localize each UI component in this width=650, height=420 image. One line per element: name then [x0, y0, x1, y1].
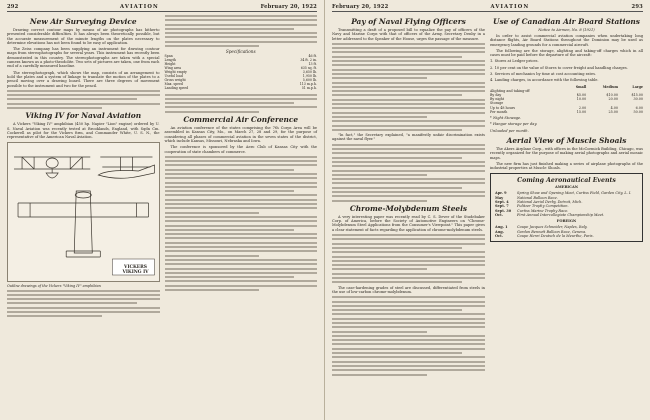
- article-paragraph: "In fact," the Secretary explained, "a manifestly unfair discrimination exists against the naval flyer.": [332, 133, 485, 142]
- issue-date: February 20, 1922: [332, 4, 389, 10]
- page-number: 292: [7, 4, 19, 10]
- table-cell: 10.00: [576, 97, 587, 102]
- event-name: National Aerial Derby, Detroit, Mich.: [517, 200, 583, 205]
- figure-caption: Outline drawings of the Vickers "Viking IV" amphibian: [7, 283, 101, 288]
- aircraft-outline-figure: [7, 142, 160, 282]
- article-subtitle: Notice to Airmen, No. 8 (1921): [538, 28, 595, 32]
- event-date: Sept. 4: [495, 200, 509, 205]
- spec-value: 13 ft.: [308, 62, 317, 67]
- article-paragraph: A Vickers "Viking IV" amphibian (450 hp. Napier "Lion" engine) ordered by U. S. Naval Aviation was recently tested at Brooklands, England, with Sqdn Cm. Cockerell as pilot for the Vickers firm, and Commander White, U. S. N., the representative of the American Naval Aviation.: [7, 122, 160, 140]
- article-title: Use of Canadian Air Board Stations: [493, 17, 640, 26]
- table-header-cell: Medium: [602, 84, 618, 89]
- events-foreign-subtitle: FOREIGN: [556, 219, 577, 224]
- table-cell: 20.00: [608, 97, 618, 102]
- spec-label: Gross weight: [164, 77, 186, 82]
- right-page: [325, 0, 650, 420]
- spec-value: 113 m.p.h.: [299, 81, 317, 86]
- publication-title: AVIATION: [490, 4, 530, 10]
- events-box: [490, 173, 643, 242]
- left-column-2: [165, 15, 318, 320]
- spec-label: Useful load: [164, 73, 183, 78]
- event-date: Oct.: [495, 233, 504, 238]
- table-cell: $15.00: [631, 93, 643, 98]
- article-paragraph: In order to assist commercial aviation companies when undertaking long distance flights, Air Board Stations throughout the Dominion may be used as emergency landing grounds for a commercial aircraft.: [490, 34, 643, 47]
- article-paragraph: Transmitting a draft of a proposed bill to equalize the pay of officers of the Navy and Marine Corps with that of officers of the Army, Secretary Denby in a letter addressed to the Speaker of the House, urges the passage of the measure.: [332, 28, 485, 41]
- event-name: National Balloon Race.: [517, 195, 558, 200]
- article-title: Commercial Air Conference: [183, 115, 299, 125]
- article-paragraph: The new firm has just finished making a series of airplane photographs of the industrial properties at Muscle Shoals.: [490, 161, 643, 171]
- event-date: Aug.: [495, 229, 504, 234]
- charge-note: * Hangar storage per day.: [490, 122, 538, 127]
- table-cell: 25.00: [608, 109, 618, 114]
- page-header: [332, 4, 643, 12]
- spec-row: [165, 87, 318, 91]
- event-date: May: [495, 195, 504, 200]
- charge-note: * Night Stowage.: [490, 116, 522, 121]
- specifications-table: [165, 55, 318, 90]
- article-paragraph: The Zeiss company has been supplying an instrument for drawing contour maps from stereophotographs for several years. This instrument has recently been demonstrated in this country. The stereophotographs are taken with a special camera known as a photo-theodolite. Two sets of pictures are taken, one from each end of a carefully measured baseline.: [7, 47, 160, 69]
- body-text-lines: [332, 296, 485, 375]
- charge-item: 3. Services of mechanics by time at cost accounting rates.: [490, 72, 597, 77]
- body-text-lines: [165, 15, 318, 47]
- charge-item: 4. Landing charges, in accordance with the following table.: [490, 78, 599, 83]
- event-row: [495, 213, 638, 217]
- spec-value: 1,950 lb.: [302, 73, 317, 78]
- event-name: Spring Show and Opening Meet, Curtiss Field, Garden City, L. I.: [517, 191, 632, 196]
- table-cell: By night: [490, 97, 505, 102]
- body-text-lines: [332, 144, 485, 202]
- table-cell: 2.00: [578, 105, 587, 110]
- article-paragraph: The Akers Airplane Corp., with offices in the McCormick Building, Chicago, was recently organized for the purpose of making aerial photographs and aerial mosaic maps.: [490, 146, 643, 160]
- event-name: Coupe Jacques Schneider, Naples, Italy.: [517, 225, 588, 230]
- viking-drawing: [8, 143, 159, 281]
- issue-date: February 20, 1922: [260, 4, 317, 10]
- table-cell: $10.00: [606, 93, 618, 98]
- charge-note: Unloaded per month.: [490, 128, 529, 133]
- article-paragraph: A very interesting paper was recently read by C. S. Dever of the Studebaker Corp. of America, before the Society of Automotive Engineers on "Chrome-Molybdenum Steel Applications from the Consumer's Viewpoint." This paper gives a clear statement of facts regarding the application of chrome-molybdenum steels.: [332, 214, 485, 232]
- article-title: Chrome-Molybdenum Steels: [349, 203, 468, 213]
- spec-value: 46 ft.: [308, 54, 317, 59]
- right-column-1: [332, 15, 485, 378]
- event-name: Pulitzer Trophy Competition.: [517, 204, 569, 209]
- spec-label: Weight empty: [164, 70, 187, 74]
- spec-value: 34 ft. 2 in.: [300, 58, 317, 63]
- landing-charges-table: [490, 85, 643, 114]
- article-paragraph: An aviation conference of the states comprising the 7th Corps Area will be assembled in Kansas City, Mo., on March 27, 28 and 29, for the purpose of considering all phases of commercial aviation in the seven states of the district, which include Kansas, Missouri, Nebraska and Iowa.: [164, 126, 317, 143]
- table-cell: Per month: [490, 109, 508, 114]
- spec-label: Landing speed: [164, 85, 189, 90]
- spec-label: Max. speed: [164, 81, 183, 86]
- charge-item: 1. Stores at Ledger prices.: [490, 59, 539, 64]
- article-title: New Air Surveying Device: [29, 17, 137, 26]
- left-column-1: [7, 15, 160, 320]
- event-date: Aug. 1: [495, 225, 508, 230]
- article-paragraph: The conference is sponsored by the Aero Club of Kansas City with the cooperation of state chambers of commerce.: [164, 145, 317, 154]
- article-paragraph: The case-hardening grades of steel are discussed, differentiated from steels in the use of low-carbon chrome-molybdenum.: [332, 285, 485, 294]
- event-date: Oct.: [495, 212, 504, 217]
- events-title: Coming Aeronautical Events: [517, 177, 616, 185]
- spec-value: 51 m.p.h.: [301, 85, 317, 90]
- spec-value: 635 sq. ft.: [300, 66, 317, 71]
- spec-value: 3,650 lb.: [302, 70, 317, 74]
- body-text-lines: [332, 234, 485, 283]
- spec-label: Wing area: [164, 66, 182, 71]
- table-cell: 6.00: [635, 105, 643, 110]
- charge-item: 2. 10 per cent on the value of Stores to cover freight and handling charges.: [490, 65, 628, 70]
- publication-title: AVIATION: [120, 4, 159, 10]
- page-number: 293: [631, 4, 643, 10]
- table-cell: Alighting and taking-off: [490, 88, 530, 93]
- charges-notes: [490, 116, 643, 133]
- table-cell: 30.00: [633, 97, 643, 102]
- events-list: [495, 191, 638, 217]
- body-text-lines: [7, 90, 160, 109]
- page-header: [7, 4, 317, 12]
- article-paragraph: Drawing correct contour maps by means of air photographs has hitherto presented considerable difficulties. It has always been theoretically possible, but the accurate measurement of the minute lengths on the plates necessary to determine elevations has not been found to be easy of application.: [7, 28, 160, 45]
- right-column-2: [490, 15, 643, 378]
- article-paragraph: The stereophotograph, which shows the map, consists of an arrangement to hold the plates and a system of linkage to translate the motion of the plates to a pencil moving over a drawing board. There are three degrees of movement possible to the instrument and two for the pencil.: [7, 70, 160, 88]
- table-cell: 15.00: [576, 109, 587, 114]
- event-row: [495, 234, 638, 238]
- spec-label: Height: [164, 62, 176, 67]
- table-cell: Storage: [490, 101, 504, 106]
- body-text-lines: [165, 94, 318, 113]
- article-title: Aerial View of Muscle Shoals: [506, 135, 627, 145]
- event-date: Sept. 7: [495, 204, 509, 209]
- table-cell: Up to 48 hours: [490, 105, 516, 110]
- spec-label: Length: [164, 58, 176, 63]
- event-date: Sept. 30: [495, 208, 512, 213]
- spec-label: Span: [164, 54, 173, 59]
- body-text-lines: [7, 290, 160, 318]
- table-cell: $5.00: [576, 93, 587, 98]
- figure-label: VICKERS VIKING IV: [122, 264, 149, 275]
- event-date: Apr. 9: [495, 191, 507, 196]
- table-row: [490, 110, 643, 114]
- table-cell: By day: [490, 93, 502, 98]
- event-name: Curtiss Marine Trophy Race.: [517, 208, 569, 213]
- specifications-title: Specifications: [225, 49, 256, 55]
- article-title: Pay of Naval Flying Officers: [351, 17, 466, 26]
- event-name: Coupe Henri Deutsch de la Meurthe, Paris.: [517, 233, 594, 238]
- table-header-cell: Small: [575, 84, 587, 89]
- spec-value: 5,600 lb.: [302, 77, 317, 82]
- article-title: Viking IV for Naval Aviation: [25, 111, 142, 121]
- body-text-lines: [165, 156, 318, 291]
- event-name: Gordon Bennett Balloon Race, Geneva.: [517, 229, 587, 234]
- charges-list: [490, 59, 643, 82]
- table-header-cell: Large: [632, 84, 643, 89]
- event-name: First Annual Intercollegiate Championship Meet.: [517, 212, 605, 217]
- article-paragraph: The following are the storage, alighting and taking-off charges which in all cases must be paid before the departure of the aircraft:: [490, 48, 643, 58]
- foreign-events-list: [495, 225, 638, 238]
- body-text-lines: [332, 43, 485, 131]
- table-cell: 50.00: [633, 109, 643, 114]
- events-subtitle: AMERICAN: [554, 185, 579, 190]
- table-cell: 4.00: [610, 105, 618, 110]
